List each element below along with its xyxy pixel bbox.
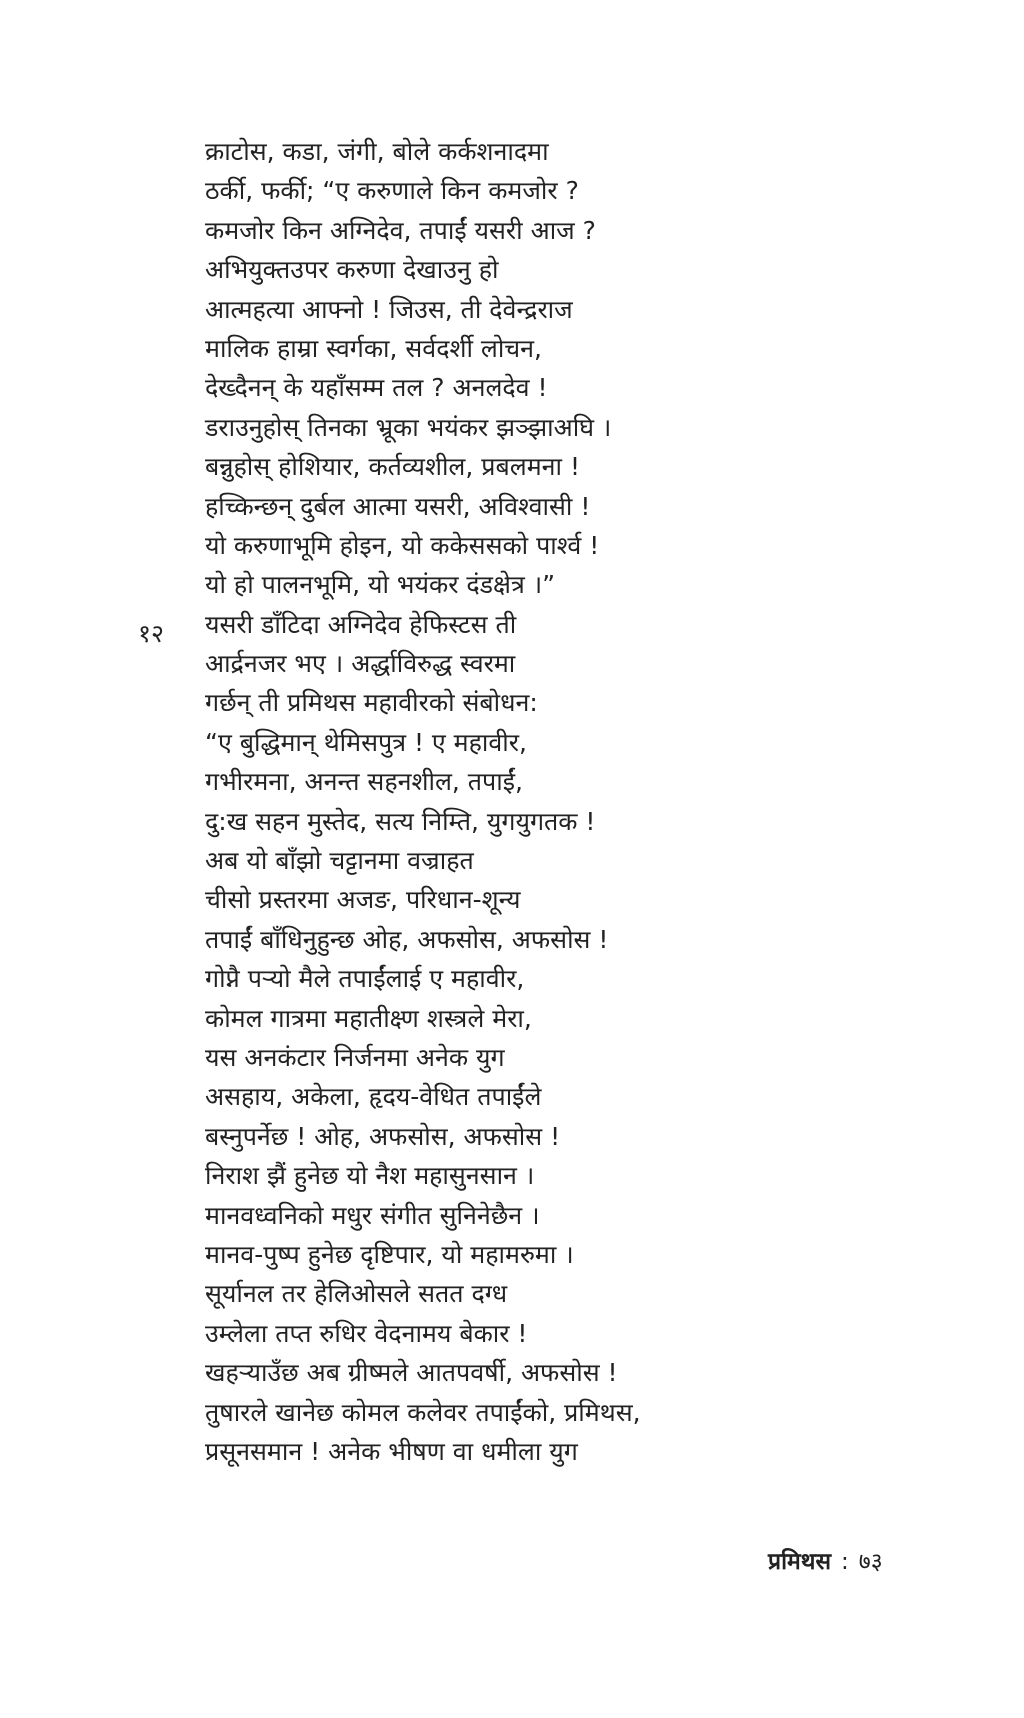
poem-line: बन्नुहोस् होशियार, कर्तव्यशील, प्रबलमना ! [205,452,580,482]
poem-line: दु:ख सहन मुस्तेद, सत्य निम्ति, युगयुगतक ! [205,806,596,836]
poem-line: गोप्नै पऱ्यो मैले तपाईंलाई ए महावीर, [205,964,525,994]
poem-line: आत्महत्या आफ्नो ! जिउस, ती देवेन्द्रराज [205,294,573,324]
poem-line: खहऱ्याउँछ अब ग्रीष्मले आतपवर्षी, अफसोस ! [205,1358,618,1388]
page-footer [768,1544,883,1576]
poem-line: तुषारले खानेछ कोमल कलेवर तपाईंको, प्रमिथस, [205,1397,641,1427]
running-title: प्रमिथस [768,1549,832,1575]
poem-line: हच्किन्छन् दुर्बल आत्मा यसरी, अविश्वासी ! [205,491,591,521]
poem-line: बस्नुपर्नेछ ! ओह, अफसोस, अफसोस ! [205,1121,561,1151]
poem-line: ठर्की, फर्की; “ए करुणाले किन कमजोर ? [205,176,579,206]
poem-line: चीसो प्रस्तरमा अजङ, परिधान-शून्य [205,885,521,915]
poem-line: सूर्यानल तर हेलिओसले सतत दग्ध [205,1279,508,1309]
poem-line: क्राटोस, कडा, जंगी, बोले कर्कशनादमा [205,137,549,166]
poem-line: मानवध्वनिको मधुर संगीत सुनिनेछैन । [205,1200,540,1230]
page-number: ७३ [858,1549,883,1575]
footer-separator: : [841,1549,849,1575]
poem-line: डराउनुहोस् तिनका भ्रूका भयंकर झञ्झाअघि । [205,412,612,442]
poem-line: असहाय, अकेला, हृदय-वेधित तपाईंले [205,1082,542,1112]
poem-line: कमजोर किन अग्निदेव, तपाईं यसरी आज ? [205,215,596,245]
poem-line: यो करुणाभूमि होइन, यो ककेससको पार्श्व ! [205,530,600,560]
poem-line: अभियुक्तउपर करुणा देखाउनु हो [205,255,499,285]
poem-line: यो हो पालनभूमि, यो भयंकर दंडक्षेत्र ।” [205,570,556,600]
poem-line: गर्छन् ती प्रमिथस महावीरको संबोधन: [205,688,538,718]
poem-line: उम्लेला तप्त रुधिर वेदनामय बेकार ! [205,1318,528,1348]
poem-line: मालिक हाम्रा स्वर्गका, सर्वदर्शी लोचन, [205,333,543,363]
poem-line: तपाईं बाँधिनुहुन्छ ओह, अफसोस, अफसोस ! [205,924,609,954]
poem-line: “ए बुद्धिमान् थेमिसपुत्र ! ए महावीर, [205,727,527,757]
verse-number: १२ [138,619,165,648]
poem-line: देख्दैनन् के यहाँसम्म तल ? अनलदेव ! [205,373,548,403]
poem-line: यस अनकंटार निर्जनमा अनेक युग [205,1042,505,1072]
poem-line: यसरी डाँटिदा अग्निदेव हेफिस्टस ती [205,609,517,639]
poem-line: आर्द्रनजर भए । अर्द्धाविरुद्ध स्वरमा [205,649,516,679]
poem-line: मानव-पुष्प हुनेछ दृष्टिपार, यो महामरुमा । [205,1239,574,1269]
poem-line: निराश झैं हुनेछ यो नैश महासुनसान । [205,1161,535,1191]
poem-line: प्रसूनसमान ! अनेक भीषण वा धमीला युग [205,1436,578,1466]
poem-line: गभीरमना, अनन्त सहनशील, तपाईं, [205,767,523,797]
poem-text [205,132,945,1471]
poem-line: कोमल गात्रमा महातीक्ष्ण शस्त्रले मेरा, [205,1003,532,1033]
poem-line: अब यो बाँझो चट्टानमा वज्राहत [205,846,474,876]
